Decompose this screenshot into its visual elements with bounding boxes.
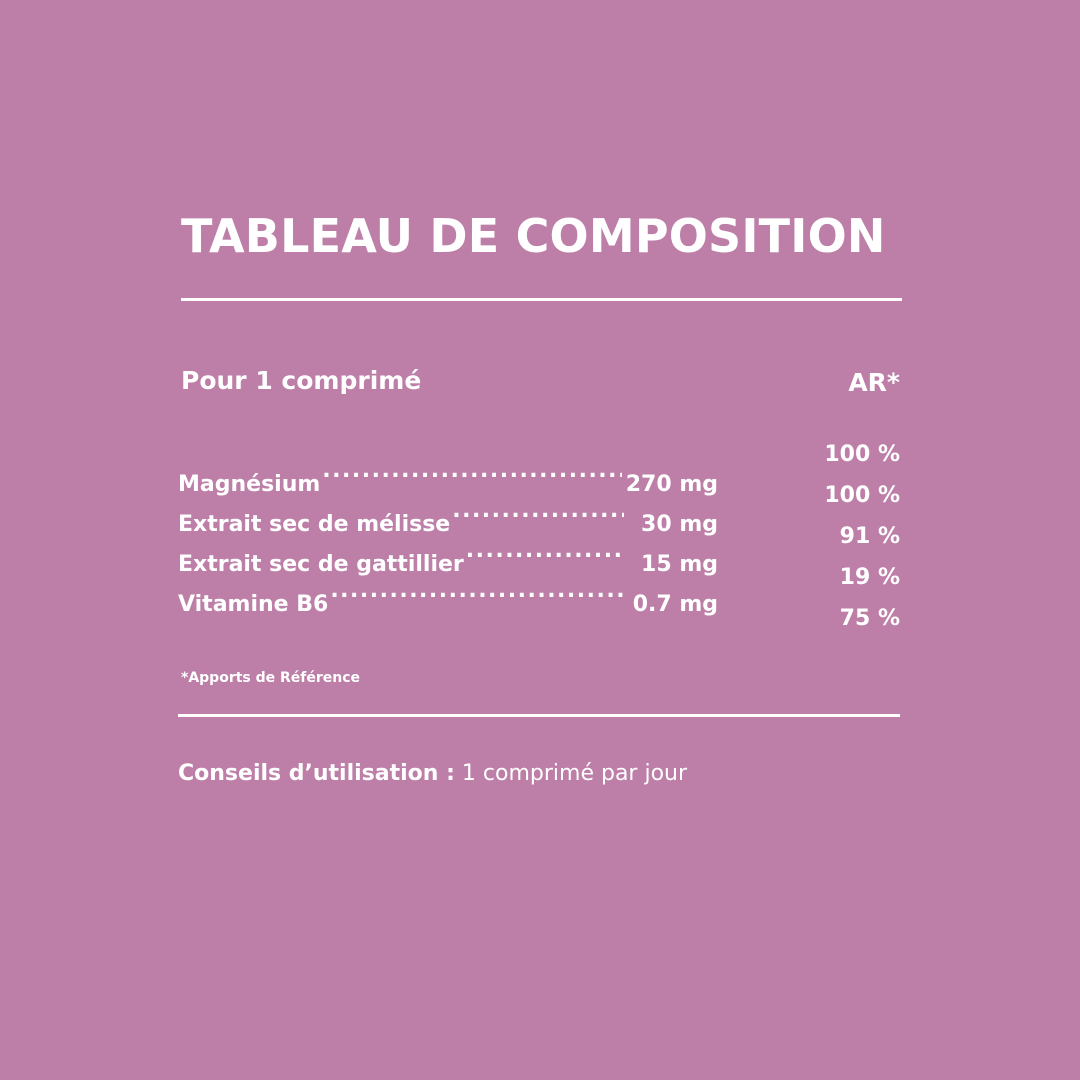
page-title: TABLEAU DE COMPOSITION	[181, 209, 886, 263]
ingredient-quantity: 270 mg	[625, 472, 718, 497]
ingredient-name: Extrait sec de gattillier	[178, 552, 464, 577]
ingredient-quantity: 0.7 mg	[632, 592, 718, 617]
title-divider	[181, 298, 902, 301]
ingredient-quantity: 30 mg	[641, 512, 718, 537]
dot-leader	[330, 571, 624, 611]
usage-advice	[178, 757, 687, 791]
ingredient-row	[178, 451, 718, 497]
ingredient-list	[178, 451, 718, 617]
dot-leader	[322, 451, 621, 491]
usage-label: Conseils d’utilisation :	[178, 761, 455, 786]
footer-divider	[178, 714, 900, 717]
per-unit-header: Pour 1 comprimé	[181, 366, 422, 395]
ingredient-name: Magnésium	[178, 472, 321, 497]
ar-value-list	[824, 434, 900, 639]
dot-leader	[452, 491, 624, 531]
ingredient-name: Extrait sec de mélisse	[178, 512, 451, 537]
dot-leader	[466, 531, 624, 571]
ar-header: AR*	[848, 368, 900, 397]
ingredient-quantity: 15 mg	[641, 552, 718, 577]
footnote: *Apports de Référence	[181, 670, 361, 686]
ar-value: 100 %	[824, 442, 900, 467]
ingredient-name: Vitamine B6	[178, 592, 329, 617]
ar-value: 100 %	[824, 483, 900, 508]
usage-value: 1 comprimé par jour	[454, 761, 688, 786]
ar-value: 19 %	[839, 565, 900, 590]
ar-value: 91 %	[839, 524, 900, 549]
ar-value: 75 %	[839, 606, 900, 631]
